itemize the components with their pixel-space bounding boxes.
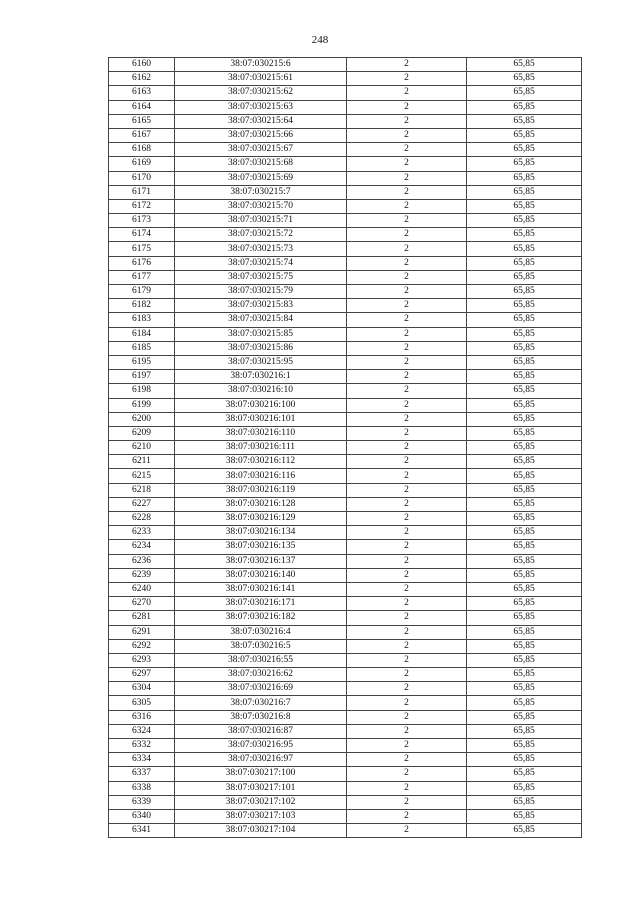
row-number-cell: 6334 <box>109 753 175 767</box>
cadastral-number-cell: 38:07:030216:119 <box>175 483 347 497</box>
row-number-cell: 6218 <box>109 483 175 497</box>
table-row <box>109 228 582 242</box>
row-number-cell: 6281 <box>109 611 175 625</box>
row-number-cell: 6199 <box>109 398 175 412</box>
value-cell: 65,85 <box>467 370 582 384</box>
row-number-cell: 6182 <box>109 299 175 313</box>
cadastral-number-cell: 38:07:030216:140 <box>175 568 347 582</box>
value-cell: 65,85 <box>467 767 582 781</box>
cadastral-number-cell: 38:07:030215:74 <box>175 256 347 270</box>
value-cell: 65,85 <box>467 724 582 738</box>
cadastral-number-cell: 38:07:030215:67 <box>175 143 347 157</box>
value-cell: 65,85 <box>467 455 582 469</box>
value-cell: 65,85 <box>467 285 582 299</box>
value-cell: 65,85 <box>467 299 582 313</box>
table-row <box>109 653 582 667</box>
table-row <box>109 795 582 809</box>
value-cell: 65,85 <box>467 426 582 440</box>
count-cell: 2 <box>347 682 467 696</box>
row-number-cell: 6163 <box>109 86 175 100</box>
row-number-cell: 6316 <box>109 710 175 724</box>
value-cell: 65,85 <box>467 625 582 639</box>
value-cell: 65,85 <box>467 327 582 341</box>
row-number-cell: 6304 <box>109 682 175 696</box>
row-number-cell: 6198 <box>109 384 175 398</box>
count-cell: 2 <box>347 582 467 596</box>
count-cell: 2 <box>347 270 467 284</box>
row-number-cell: 6177 <box>109 270 175 284</box>
value-cell: 65,85 <box>467 441 582 455</box>
count-cell: 2 <box>347 327 467 341</box>
row-number-cell: 6168 <box>109 143 175 157</box>
cadastral-number-cell: 38:07:030215:68 <box>175 157 347 171</box>
value-cell: 65,85 <box>467 270 582 284</box>
cadastral-number-cell: 38:07:030217:104 <box>175 824 347 838</box>
count-cell: 2 <box>347 540 467 554</box>
value-cell: 65,85 <box>467 682 582 696</box>
table-row <box>109 157 582 171</box>
count-cell: 2 <box>347 58 467 72</box>
count-cell: 2 <box>347 157 467 171</box>
table-row <box>109 696 582 710</box>
value-cell: 65,85 <box>467 696 582 710</box>
value-cell: 65,85 <box>467 100 582 114</box>
table-row <box>109 327 582 341</box>
count-cell: 2 <box>347 526 467 540</box>
table-body <box>109 58 582 838</box>
row-number-cell: 6340 <box>109 809 175 823</box>
row-number-cell: 6167 <box>109 128 175 142</box>
cadastral-number-cell: 38:07:030215:61 <box>175 72 347 86</box>
value-cell: 65,85 <box>467 554 582 568</box>
row-number-cell: 6236 <box>109 554 175 568</box>
count-cell: 2 <box>347 554 467 568</box>
row-number-cell: 6176 <box>109 256 175 270</box>
table-row <box>109 199 582 213</box>
count-cell: 2 <box>347 341 467 355</box>
row-number-cell: 6211 <box>109 455 175 469</box>
row-number-cell: 6239 <box>109 568 175 582</box>
value-cell: 65,85 <box>467 526 582 540</box>
value-cell: 65,85 <box>467 72 582 86</box>
cadastral-number-cell: 38:07:030216:135 <box>175 540 347 554</box>
cadastral-number-cell: 38:07:030215:84 <box>175 313 347 327</box>
row-number-cell: 6297 <box>109 668 175 682</box>
table-row <box>109 313 582 327</box>
cadastral-number-cell: 38:07:030216:100 <box>175 398 347 412</box>
cadastral-number-cell: 38:07:030215:63 <box>175 100 347 114</box>
table-row <box>109 86 582 100</box>
count-cell: 2 <box>347 455 467 469</box>
count-cell: 2 <box>347 809 467 823</box>
value-cell: 65,85 <box>467 582 582 596</box>
value-cell: 65,85 <box>467 753 582 767</box>
table-row <box>109 370 582 384</box>
count-cell: 2 <box>347 739 467 753</box>
table-row <box>109 781 582 795</box>
value-cell: 65,85 <box>467 512 582 526</box>
table-row <box>109 483 582 497</box>
value-cell: 65,85 <box>467 739 582 753</box>
row-number-cell: 6175 <box>109 242 175 256</box>
table-row <box>109 809 582 823</box>
value-cell: 65,85 <box>467 809 582 823</box>
value-cell: 65,85 <box>467 114 582 128</box>
value-cell: 65,85 <box>467 497 582 511</box>
row-number-cell: 6337 <box>109 767 175 781</box>
cadastral-number-cell: 38:07:030216:97 <box>175 753 347 767</box>
row-number-cell: 6234 <box>109 540 175 554</box>
value-cell: 65,85 <box>467 228 582 242</box>
value-cell: 65,85 <box>467 171 582 185</box>
table-row <box>109 625 582 639</box>
cadastral-number-cell: 38:07:030215:71 <box>175 214 347 228</box>
table-row <box>109 299 582 313</box>
data-table <box>108 57 582 838</box>
row-number-cell: 6200 <box>109 412 175 426</box>
row-number-cell: 6197 <box>109 370 175 384</box>
value-cell: 65,85 <box>467 355 582 369</box>
table-row <box>109 256 582 270</box>
cadastral-number-cell: 38:07:030215:72 <box>175 228 347 242</box>
table-row <box>109 355 582 369</box>
count-cell: 2 <box>347 114 467 128</box>
value-cell: 65,85 <box>467 384 582 398</box>
value-cell: 65,85 <box>467 86 582 100</box>
table-row <box>109 242 582 256</box>
count-cell: 2 <box>347 512 467 526</box>
cadastral-number-cell: 38:07:030216:141 <box>175 582 347 596</box>
cadastral-number-cell: 38:07:030216:111 <box>175 441 347 455</box>
cadastral-number-cell: 38:07:030216:95 <box>175 739 347 753</box>
row-number-cell: 6215 <box>109 469 175 483</box>
value-cell: 65,85 <box>467 781 582 795</box>
table-row <box>109 58 582 72</box>
value-cell: 65,85 <box>467 341 582 355</box>
count-cell: 2 <box>347 597 467 611</box>
table-row <box>109 412 582 426</box>
table-row <box>109 455 582 469</box>
count-cell: 2 <box>347 653 467 667</box>
value-cell: 65,85 <box>467 256 582 270</box>
table-row <box>109 824 582 838</box>
row-number-cell: 6209 <box>109 426 175 440</box>
cadastral-number-cell: 38:07:030216:69 <box>175 682 347 696</box>
value-cell: 65,85 <box>467 597 582 611</box>
table-row <box>109 441 582 455</box>
table-row <box>109 143 582 157</box>
table-row <box>109 214 582 228</box>
count-cell: 2 <box>347 710 467 724</box>
table-row <box>109 554 582 568</box>
cadastral-number-cell: 38:07:030216:87 <box>175 724 347 738</box>
cadastral-number-cell: 38:07:030215:75 <box>175 270 347 284</box>
value-cell: 65,85 <box>467 242 582 256</box>
value-cell: 65,85 <box>467 412 582 426</box>
row-number-cell: 6184 <box>109 327 175 341</box>
count-cell: 2 <box>347 426 467 440</box>
table-row <box>109 384 582 398</box>
cadastral-number-cell: 38:07:030217:102 <box>175 795 347 809</box>
cadastral-number-cell: 38:07:030216:128 <box>175 497 347 511</box>
value-cell: 65,85 <box>467 668 582 682</box>
table-row <box>109 469 582 483</box>
count-cell: 2 <box>347 497 467 511</box>
cadastral-number-cell: 38:07:030216:137 <box>175 554 347 568</box>
row-number-cell: 6183 <box>109 313 175 327</box>
row-number-cell: 6165 <box>109 114 175 128</box>
row-number-cell: 6338 <box>109 781 175 795</box>
table-row <box>109 526 582 540</box>
count-cell: 2 <box>347 767 467 781</box>
cadastral-number-cell: 38:07:030215:64 <box>175 114 347 128</box>
row-number-cell: 6305 <box>109 696 175 710</box>
table-row <box>109 724 582 738</box>
table-row <box>109 767 582 781</box>
count-cell: 2 <box>347 86 467 100</box>
value-cell: 65,85 <box>467 483 582 497</box>
count-cell: 2 <box>347 611 467 625</box>
table-row <box>109 639 582 653</box>
row-number-cell: 6341 <box>109 824 175 838</box>
table-row <box>109 597 582 611</box>
cadastral-number-cell: 38:07:030215:66 <box>175 128 347 142</box>
table-row <box>109 582 582 596</box>
cadastral-number-cell: 38:07:030216:129 <box>175 512 347 526</box>
table-row <box>109 426 582 440</box>
cadastral-number-cell: 38:07:030216:4 <box>175 625 347 639</box>
value-cell: 65,85 <box>467 58 582 72</box>
table-row <box>109 540 582 554</box>
cadastral-number-cell: 38:07:030216:62 <box>175 668 347 682</box>
row-number-cell: 6227 <box>109 497 175 511</box>
table-row <box>109 100 582 114</box>
count-cell: 2 <box>347 128 467 142</box>
cadastral-number-cell: 38:07:030215:95 <box>175 355 347 369</box>
cadastral-number-cell: 38:07:030216:8 <box>175 710 347 724</box>
table-row <box>109 171 582 185</box>
count-cell: 2 <box>347 256 467 270</box>
row-number-cell: 6233 <box>109 526 175 540</box>
value-cell: 65,85 <box>467 214 582 228</box>
value-cell: 65,85 <box>467 540 582 554</box>
cadastral-number-cell: 38:07:030216:5 <box>175 639 347 653</box>
count-cell: 2 <box>347 639 467 653</box>
count-cell: 2 <box>347 398 467 412</box>
count-cell: 2 <box>347 795 467 809</box>
value-cell: 65,85 <box>467 710 582 724</box>
cadastral-number-cell: 38:07:030215:70 <box>175 199 347 213</box>
cadastral-number-cell: 38:07:030216:116 <box>175 469 347 483</box>
row-number-cell: 6185 <box>109 341 175 355</box>
page-number: 248 <box>311 34 329 46</box>
table-row <box>109 398 582 412</box>
row-number-cell: 6210 <box>109 441 175 455</box>
cadastral-number-cell: 38:07:030215:86 <box>175 341 347 355</box>
count-cell: 2 <box>347 668 467 682</box>
cadastral-number-cell: 38:07:030216:55 <box>175 653 347 667</box>
row-number-cell: 6292 <box>109 639 175 653</box>
table-row <box>109 668 582 682</box>
value-cell: 65,85 <box>467 653 582 667</box>
cadastral-number-cell: 38:07:030216:182 <box>175 611 347 625</box>
count-cell: 2 <box>347 355 467 369</box>
count-cell: 2 <box>347 370 467 384</box>
row-number-cell: 6173 <box>109 214 175 228</box>
value-cell: 65,85 <box>467 157 582 171</box>
row-number-cell: 6160 <box>109 58 175 72</box>
table-row <box>109 72 582 86</box>
count-cell: 2 <box>347 625 467 639</box>
row-number-cell: 6270 <box>109 597 175 611</box>
cadastral-number-cell: 38:07:030215:83 <box>175 299 347 313</box>
row-number-cell: 6293 <box>109 653 175 667</box>
table-row <box>109 739 582 753</box>
value-cell: 65,85 <box>467 469 582 483</box>
value-cell: 65,85 <box>467 824 582 838</box>
table-row <box>109 568 582 582</box>
count-cell: 2 <box>347 753 467 767</box>
count-cell: 2 <box>347 214 467 228</box>
row-number-cell: 6170 <box>109 171 175 185</box>
row-number-cell: 6240 <box>109 582 175 596</box>
row-number-cell: 6228 <box>109 512 175 526</box>
row-number-cell: 6339 <box>109 795 175 809</box>
cadastral-number-cell: 38:07:030216:110 <box>175 426 347 440</box>
cadastral-number-cell: 38:07:030216:112 <box>175 455 347 469</box>
cadastral-number-cell: 38:07:030217:101 <box>175 781 347 795</box>
count-cell: 2 <box>347 285 467 299</box>
cadastral-number-cell: 38:07:030216:101 <box>175 412 347 426</box>
count-cell: 2 <box>347 299 467 313</box>
cadastral-number-cell: 38:07:030215:73 <box>175 242 347 256</box>
value-cell: 65,85 <box>467 639 582 653</box>
count-cell: 2 <box>347 72 467 86</box>
cadastral-number-cell: 38:07:030215:79 <box>175 285 347 299</box>
table-row <box>109 682 582 696</box>
table-row <box>109 185 582 199</box>
count-cell: 2 <box>347 199 467 213</box>
row-number-cell: 6164 <box>109 100 175 114</box>
cadastral-number-cell: 38:07:030216:7 <box>175 696 347 710</box>
row-number-cell: 6174 <box>109 228 175 242</box>
count-cell: 2 <box>347 483 467 497</box>
count-cell: 2 <box>347 568 467 582</box>
table-row <box>109 611 582 625</box>
row-number-cell: 6332 <box>109 739 175 753</box>
value-cell: 65,85 <box>467 313 582 327</box>
cadastral-number-cell: 38:07:030216:171 <box>175 597 347 611</box>
cadastral-number-cell: 38:07:030216:1 <box>175 370 347 384</box>
count-cell: 2 <box>347 185 467 199</box>
count-cell: 2 <box>347 228 467 242</box>
row-number-cell: 6169 <box>109 157 175 171</box>
row-number-cell: 6171 <box>109 185 175 199</box>
value-cell: 65,85 <box>467 611 582 625</box>
value-cell: 65,85 <box>467 143 582 157</box>
count-cell: 2 <box>347 242 467 256</box>
table-row <box>109 497 582 511</box>
cadastral-number-cell: 38:07:030215:6 <box>175 58 347 72</box>
cadastral-number-cell: 38:07:030216:10 <box>175 384 347 398</box>
value-cell: 65,85 <box>467 199 582 213</box>
value-cell: 65,85 <box>467 568 582 582</box>
count-cell: 2 <box>347 171 467 185</box>
value-cell: 65,85 <box>467 128 582 142</box>
row-number-cell: 6195 <box>109 355 175 369</box>
value-cell: 65,85 <box>467 185 582 199</box>
cadastral-number-cell: 38:07:030216:134 <box>175 526 347 540</box>
count-cell: 2 <box>347 469 467 483</box>
value-cell: 65,85 <box>467 398 582 412</box>
row-number-cell: 6172 <box>109 199 175 213</box>
count-cell: 2 <box>347 313 467 327</box>
table-row <box>109 710 582 724</box>
cadastral-number-cell: 38:07:030215:85 <box>175 327 347 341</box>
count-cell: 2 <box>347 724 467 738</box>
table-row <box>109 341 582 355</box>
table-row <box>109 753 582 767</box>
count-cell: 2 <box>347 143 467 157</box>
count-cell: 2 <box>347 824 467 838</box>
value-cell: 65,85 <box>467 795 582 809</box>
cadastral-number-cell: 38:07:030217:100 <box>175 767 347 781</box>
count-cell: 2 <box>347 696 467 710</box>
table-row <box>109 285 582 299</box>
table-row <box>109 270 582 284</box>
count-cell: 2 <box>347 384 467 398</box>
row-number-cell: 6179 <box>109 285 175 299</box>
cadastral-number-cell: 38:07:030217:103 <box>175 809 347 823</box>
cadastral-number-cell: 38:07:030215:7 <box>175 185 347 199</box>
table-row <box>109 114 582 128</box>
row-number-cell: 6324 <box>109 724 175 738</box>
cadastral-number-cell: 38:07:030215:69 <box>175 171 347 185</box>
row-number-cell: 6162 <box>109 72 175 86</box>
row-number-cell: 6291 <box>109 625 175 639</box>
table-row <box>109 128 582 142</box>
cadastral-number-cell: 38:07:030215:62 <box>175 86 347 100</box>
count-cell: 2 <box>347 781 467 795</box>
table-row <box>109 512 582 526</box>
count-cell: 2 <box>347 412 467 426</box>
count-cell: 2 <box>347 100 467 114</box>
count-cell: 2 <box>347 441 467 455</box>
